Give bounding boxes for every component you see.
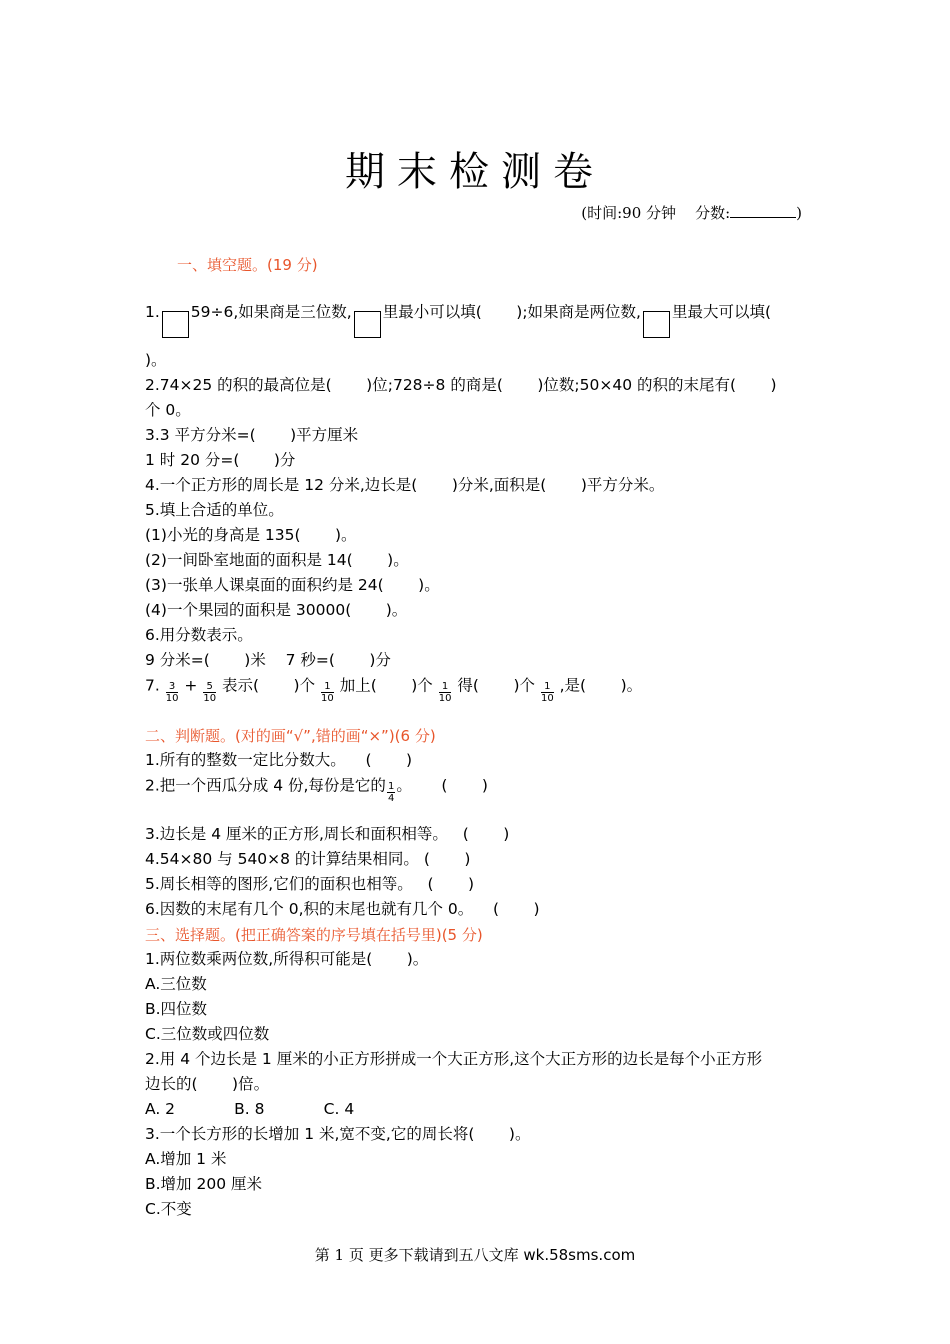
time-score-close: )	[796, 204, 802, 222]
choice-1-option-a: A.三位数	[145, 975, 207, 993]
fraction-numerator: 1	[541, 681, 554, 693]
q3-line-b: 1 时 20 分=( )分	[145, 451, 296, 469]
fraction-denominator: 10	[203, 693, 217, 703]
q7-number: 7.	[145, 676, 160, 695]
choice-1-option-b: B.四位数	[145, 1000, 208, 1018]
fraction-denominator: 10	[438, 693, 452, 703]
q1-tail: )。	[145, 351, 167, 369]
choice-3: 3.一个长方形的长增加 1 米,宽不变,它的周长将( )。	[145, 1125, 531, 1143]
q6-line: 6.用分数表示。	[145, 626, 253, 644]
judge-2-tail: 。 ( )	[396, 776, 488, 795]
fraction	[387, 781, 395, 803]
q2-line-b: 个 0。	[145, 401, 191, 419]
q7-text-2: 加上( )个	[339, 676, 433, 695]
judge-2-text: 2.把一个西瓜分成 4 份,每份是它的	[145, 776, 386, 795]
judge-1: 1.所有的整数一定比分数大。 ( )	[145, 751, 413, 769]
q2-line-a: 2.74×25 的积的最高位是( )位;728÷8 的商是( )位数;50×40 的积的末尾有( )	[145, 376, 777, 394]
q5-item-4: (4)一个果园的面积是 30000( )。	[145, 601, 408, 619]
fraction	[166, 681, 179, 703]
choice-2-line-b: 边长的( )倍。	[145, 1075, 270, 1093]
footer-link[interactable]: wk.58sms.com	[523, 1246, 636, 1264]
section-judge-heading: 二、判断题。(对的画“√”,错的画“×”)(6 分)	[145, 727, 436, 745]
fraction	[541, 681, 554, 703]
answer-box	[354, 311, 381, 338]
answer-box	[162, 311, 189, 338]
q7-text-1: 表示( )个	[222, 676, 316, 695]
time-score-text: (时间:90 分钟 分数:	[581, 204, 731, 222]
judge-3: 3.边长是 4 厘米的正方形,周长和面积相等。 ( )	[145, 825, 510, 843]
time-score-line	[581, 202, 802, 223]
q5-item-2: (2)一间卧室地面的面积是 14( )。	[145, 551, 409, 569]
judge-5: 5.周长相等的图形,它们的面积也相等。 ( )	[145, 875, 475, 893]
q1-line	[145, 299, 771, 326]
fraction-numerator: 3	[166, 681, 179, 693]
choice-1-option-c: C.三位数或四位数	[145, 1025, 270, 1043]
choice-2-options: A. 2 B. 8 C. 4	[145, 1100, 355, 1118]
choice-1: 1.两位数乘两位数,所得积可能是( )。	[145, 950, 429, 968]
page-footer	[0, 1244, 950, 1265]
judge-4: 4.54×80 与 540×8 的计算结果相同。 ( )	[145, 850, 471, 868]
q4-line: 4.一个正方形的周长是 12 分米,边长是( )分米,面积是( )平方分米。	[145, 476, 665, 494]
fraction	[203, 681, 216, 703]
fraction-numerator: 1	[321, 681, 334, 693]
q7-line	[145, 675, 642, 709]
section-fill-heading: 一、填空题。(19 分)	[177, 256, 318, 274]
q5-item-1: (1)小光的身高是 135( )。	[145, 526, 357, 544]
judge-2	[145, 775, 488, 809]
q1-number: 1.	[145, 303, 160, 321]
choice-3-option-c: C.不变	[145, 1200, 192, 1218]
fraction-denominator: 4	[387, 793, 395, 803]
choice-2-line-a: 2.用 4 个边长是 1 厘米的小正方形拼成一个大正方形,这个大正方形的边长是每个小正方形	[145, 1050, 763, 1068]
fraction	[321, 681, 334, 703]
q1-text-c: 里最大可以填(	[671, 303, 772, 321]
q1-text-a: 59÷6,如果商是三位数,	[190, 303, 352, 321]
fraction-numerator: 1	[387, 781, 395, 792]
choice-3-option-a: A.增加 1 米	[145, 1150, 227, 1168]
q3-line-a: 3.3 平方分米=( )平方厘米	[145, 426, 359, 444]
plus-sign: +	[184, 676, 198, 695]
choice-3-option-b: B.增加 200 厘米	[145, 1175, 262, 1193]
fraction-denominator: 10	[321, 693, 334, 703]
q5-item-3: (3)一张单人课桌面的面积约是 24( )。	[145, 576, 440, 594]
q5-line: 5.填上合适的单位。	[145, 501, 284, 519]
q6-item: 9 分米=( )米 7 秒=( )分	[145, 651, 391, 669]
fraction-denominator: 10	[165, 693, 179, 703]
score-blank	[730, 203, 796, 218]
answer-box	[643, 311, 670, 338]
fraction-denominator: 10	[540, 693, 554, 703]
q7-text-3: 得( )个	[457, 676, 536, 695]
footer-text: 第 1 页 更多下载请到五八文库	[314, 1246, 524, 1264]
section-choice-heading: 三、选择题。(把正确答案的序号填在括号里)(5 分)	[145, 926, 483, 944]
fraction-numerator: 1	[439, 681, 452, 693]
page-title: 期末检测卷	[345, 149, 605, 195]
fraction-numerator: 5	[203, 681, 216, 693]
fraction	[439, 681, 452, 703]
judge-6: 6.因数的末尾有几个 0,积的末尾也就有几个 0。 ( )	[145, 900, 540, 918]
q7-text-4: ,是( )。	[559, 676, 643, 695]
q1-text-b: 里最小可以填( );如果商是两位数,	[382, 303, 641, 321]
